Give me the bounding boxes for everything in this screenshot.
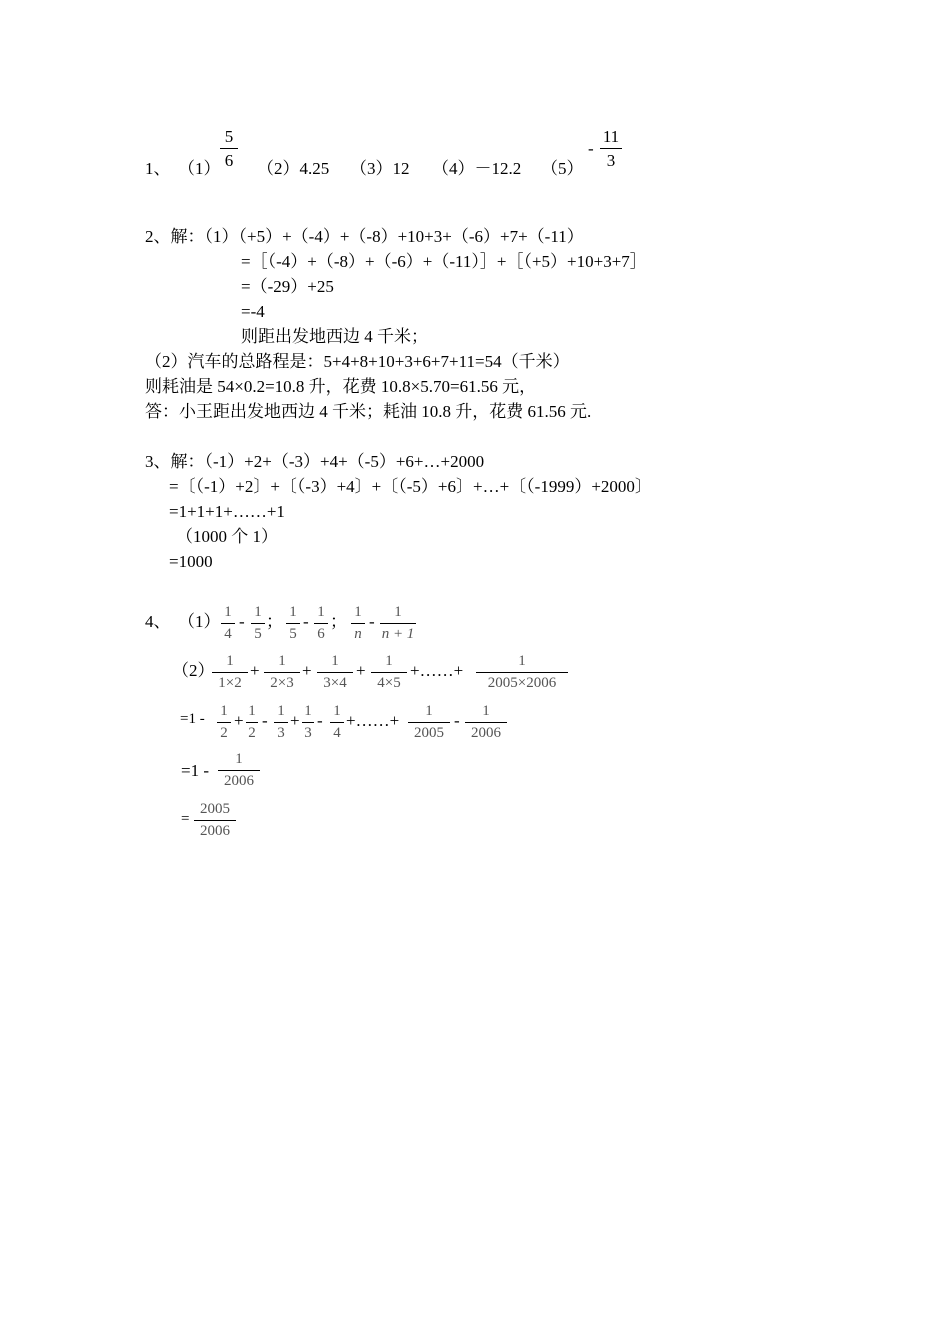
- q4-line2-frac: 1 2005: [408, 704, 450, 741]
- q4-p1-sep: ；: [330, 612, 347, 631]
- q4-p1-sep: ；: [266, 612, 283, 631]
- q4-p1-op: -: [303, 612, 309, 631]
- q4-line2-frac: 1 3: [302, 704, 314, 741]
- q4-part1-label: （1）: [178, 612, 221, 631]
- q1-part1-fraction: 5 6: [220, 128, 238, 169]
- q4-line4-eq: =: [181, 811, 190, 827]
- q4-p1-frac: 1 6: [314, 605, 328, 642]
- q3-step-3: =1000: [169, 552, 213, 571]
- q4-line2-op: -: [454, 711, 460, 730]
- q4-number: 4、: [145, 612, 171, 631]
- q4-p1-frac: 1 n + 1: [381, 604, 415, 642]
- q1-number: 1、: [145, 159, 171, 178]
- q2-heading: 2、解：（1）（+5）+（-4）+（-8）+10+3+（-6）+7+（-11）: [145, 227, 584, 246]
- q2-step-1: =［（-4）+（-8）+（-6）+（-11）］+［（+5）+10+3+7］: [241, 252, 647, 271]
- q4-p1-frac: 1 n: [351, 605, 365, 642]
- q4-line3-frac: 1 2006: [218, 752, 260, 789]
- q4-line2-op: -: [262, 711, 268, 730]
- q1-part3: （3）12: [350, 159, 410, 178]
- q2-step-2: =（-29）+25: [241, 277, 334, 296]
- q4-line2-frac: 1 2: [246, 704, 258, 741]
- q2-step-3: =-4: [241, 302, 265, 321]
- q3-heading: 3、解：（-1）+2+（-3）+4+（-5）+6+…+2000: [145, 452, 485, 471]
- q2-oil-cost: 则耗油是 54×0.2=10.8 升，花费 10.8×5.70=61.56 元，: [145, 377, 537, 396]
- q4-series-frac: 1 1×2: [212, 654, 248, 691]
- q3-step-2-note: （1000 个 1）: [176, 527, 278, 546]
- q4-series-frac: 1 3×4: [317, 654, 353, 691]
- q4-series-plus: +: [302, 661, 312, 680]
- q4-p1-frac: 1 5: [251, 605, 265, 642]
- q4-line2-frac: 1 4: [330, 704, 344, 741]
- q4-p1-frac: 1 4: [221, 605, 235, 642]
- q2-step-4: 则距出发地西边 4 千米；: [241, 327, 428, 346]
- q4-part2-label: （2）: [172, 661, 215, 680]
- q4-p1-op: -: [369, 612, 375, 631]
- q1-part5-fraction: 11 3: [600, 128, 622, 169]
- q4-series-frac: 1 4×5: [371, 654, 407, 691]
- q2-part-2: （2）汽车的总路程是：5+4+8+10+3+6+7+11=54（千米）: [145, 352, 570, 371]
- q4-line2-op: +……+: [346, 711, 400, 730]
- q1-part4: （4）－12.2: [432, 159, 522, 178]
- q4-line2-frac: 1 2006: [465, 704, 507, 741]
- q1-part5-label: （5）: [541, 159, 584, 178]
- q4-series-plus: +: [250, 661, 260, 680]
- q4-line2-op: +: [234, 711, 244, 730]
- q1-part2: （2）4.25: [257, 159, 330, 178]
- q4-line2-frac: 1 2: [217, 704, 231, 741]
- q4-series-frac: 1 2×3: [264, 654, 300, 691]
- q4-series-dots: +……+: [410, 661, 464, 680]
- q4-line4-frac: 2005 2006: [194, 802, 236, 839]
- q4-series-plus: +: [356, 661, 366, 680]
- q4-line2-frac: 1 3: [274, 704, 288, 741]
- q1-part5-sign: -: [588, 139, 594, 158]
- q1-part1-label: （1）: [178, 159, 221, 178]
- q4-line3-eq: =1 -: [181, 761, 209, 780]
- q3-step-1: =〔（-1）+2〕+〔（-3）+4〕+〔（-5）+6〕+…+〔（-1999）+2000〕: [169, 477, 652, 496]
- q4-series-frac: 1 2005×2006: [476, 654, 568, 691]
- q3-step-2: =1+1+1+……+1: [169, 502, 285, 521]
- q4-line2-op: +: [290, 711, 300, 730]
- q4-line2-op: -: [317, 711, 323, 730]
- q4-p1-op: -: [239, 612, 245, 631]
- q4-p1-frac: 1 5: [286, 605, 300, 642]
- q4-line2-eq: =1 -: [180, 711, 205, 727]
- q2-answer: 答：小王距出发地西边 4 千米；耗油 10.8 升，花费 61.56 元.: [145, 402, 592, 421]
